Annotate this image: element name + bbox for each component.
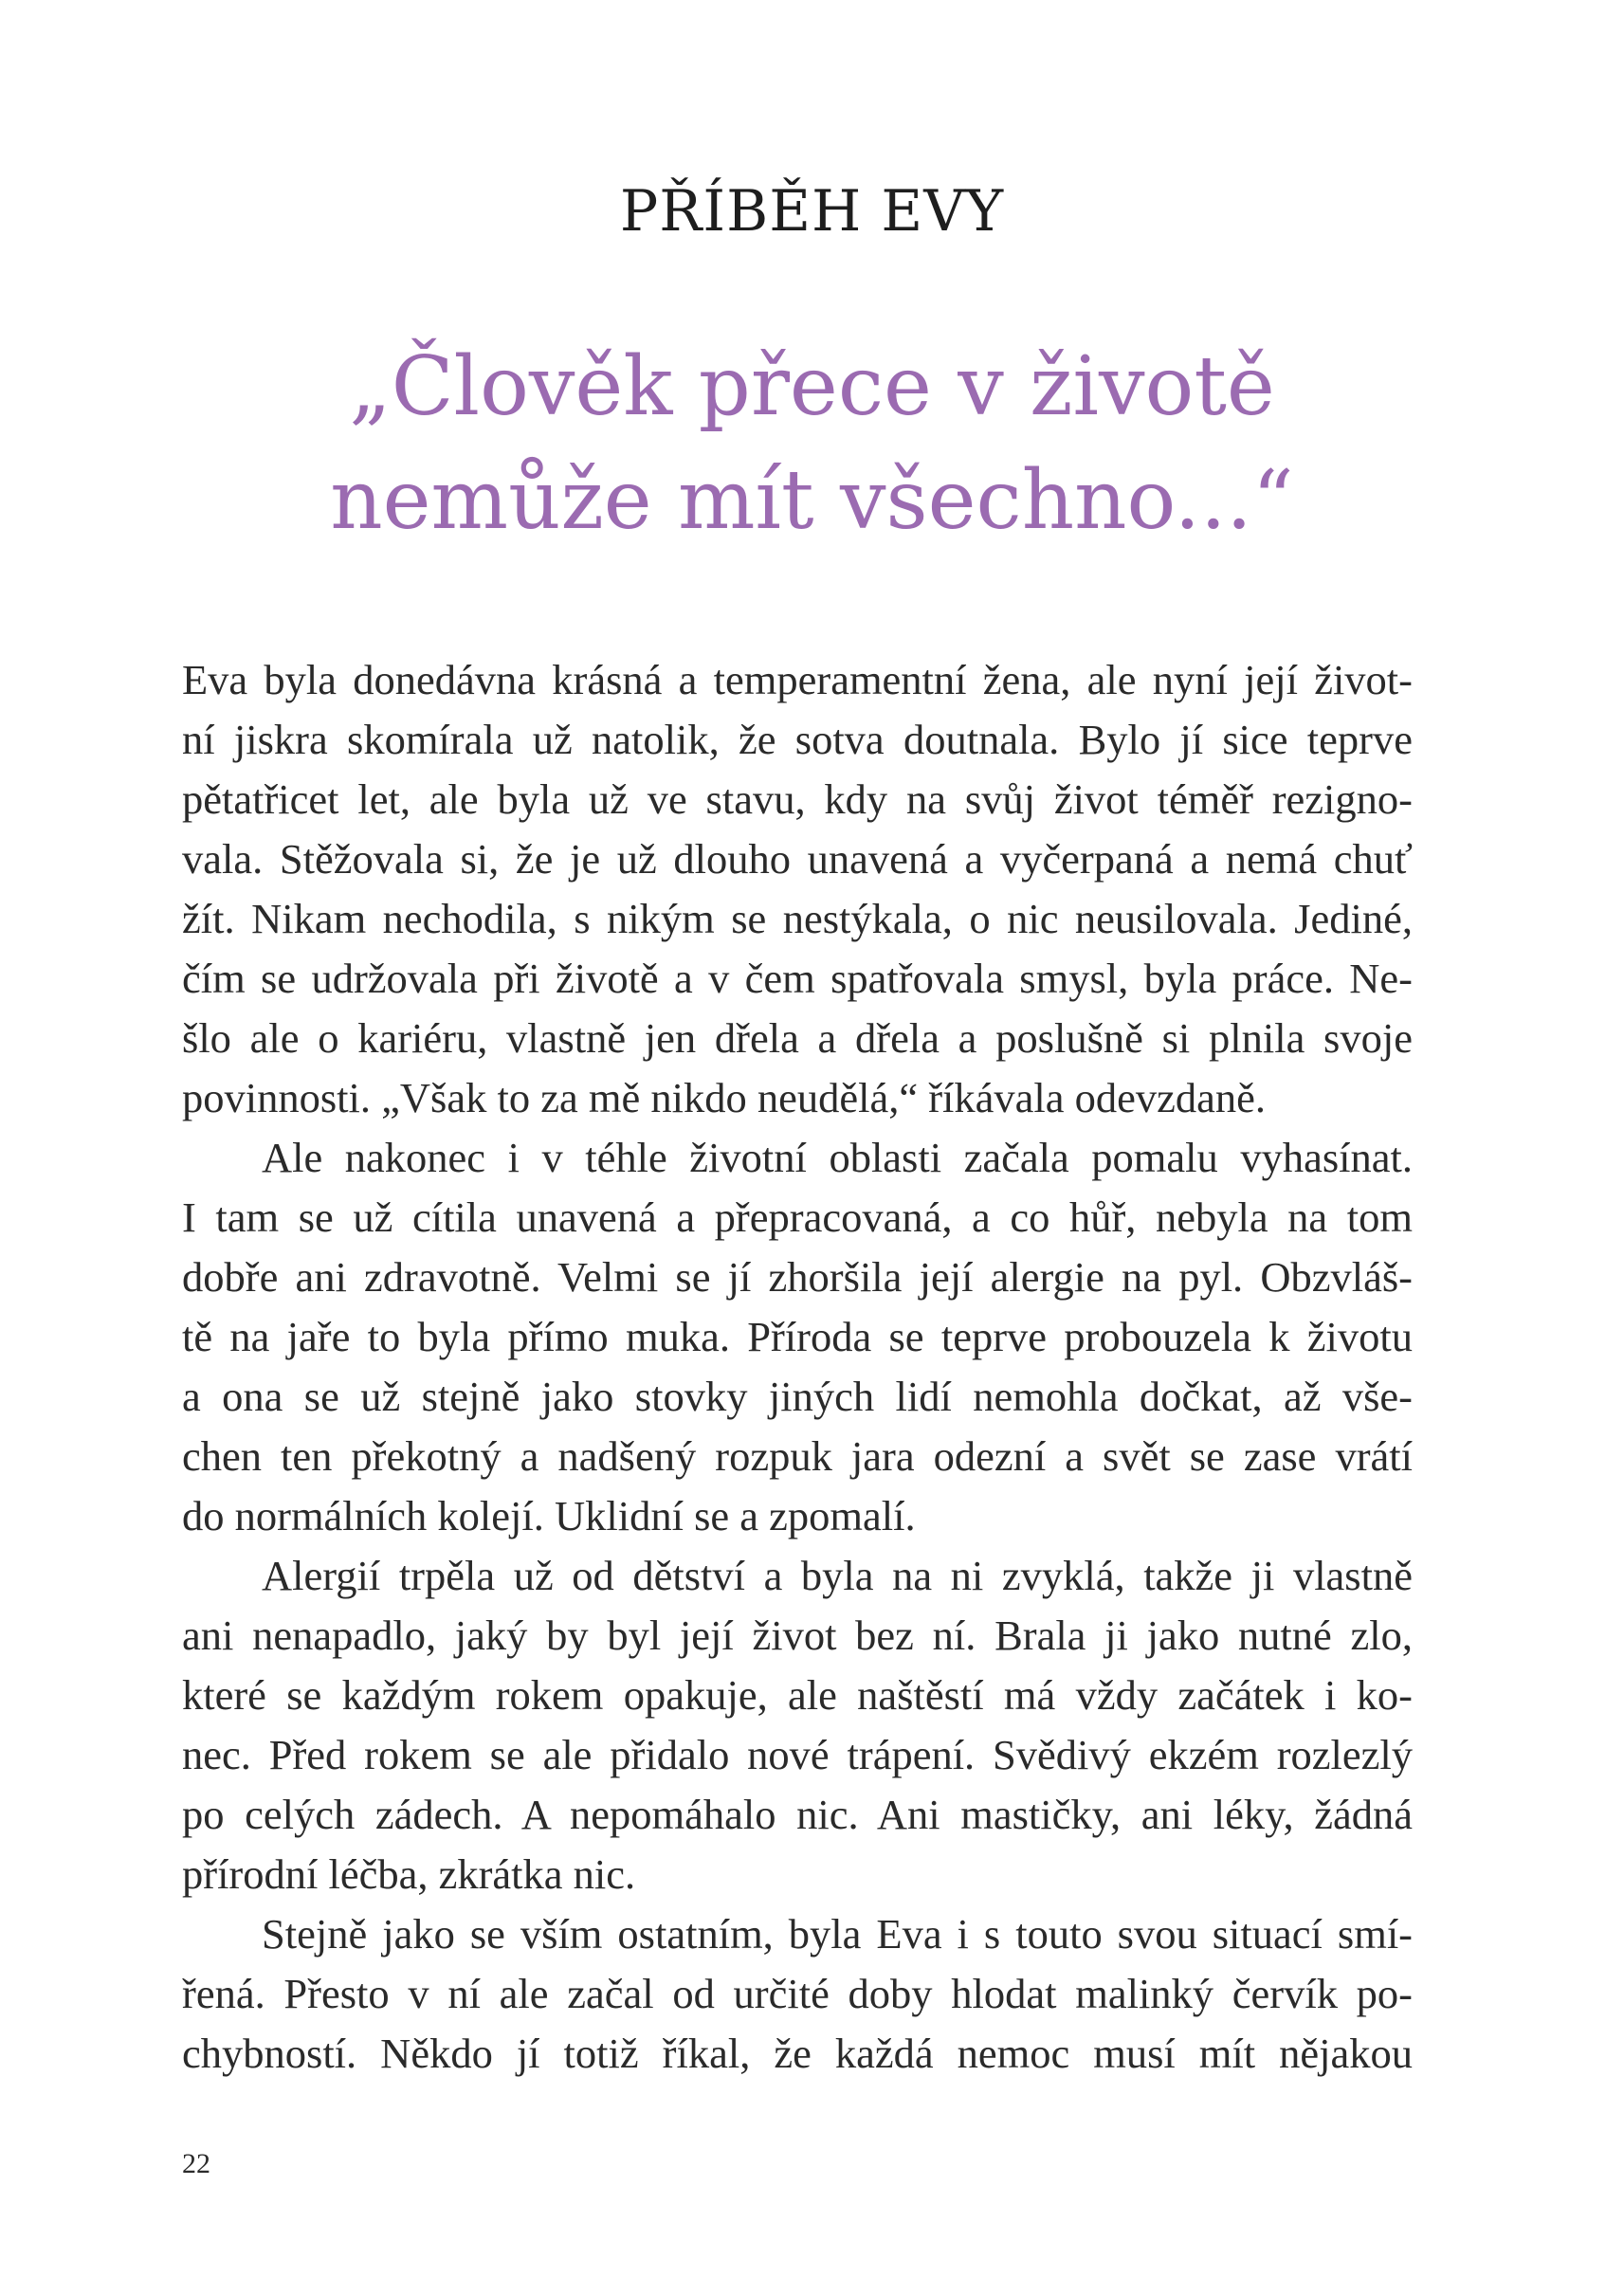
- paragraph-4: [182, 1904, 1413, 2084]
- text-line: Eva byla donedávna krásná a temperamentní žena, ale nyní její život-: [182, 656, 1413, 703]
- chapter-title: PŘÍBĚH EVY: [619, 178, 1005, 245]
- text-line: dobře ani zdravotně. Velmi se jí zhoršila její alergie na pyl. Obzvláš-: [182, 1253, 1413, 1301]
- paragraph-2: [182, 1128, 1413, 1546]
- quote-title-line-2: nemůže mít všechno...“: [330, 453, 1294, 548]
- text-line: povinnosti. „Však to za mě nikdo neudělá,“ říkávala odevzdaně.: [182, 1074, 1267, 1121]
- paragraph-3: [182, 1546, 1413, 1904]
- text-line: nec. Před rokem se ale přidalo nové trápení. Svědivý ekzém rozlezlý: [182, 1731, 1413, 1778]
- text-line: šlo ale o kariéru, vlastně jen dřela a dřela a poslušně si plnila svoje: [182, 1014, 1413, 1062]
- page-number: 22: [182, 2148, 210, 2179]
- text-line: Alergií trpěla už od dětství a byla na ni zvyklá, takže ji vlastně: [262, 1552, 1413, 1599]
- text-line: Ale nakonec i v téhle životní oblasti začala pomalu vyhasínat.: [262, 1134, 1413, 1181]
- text-line: ani nenapadlo, jaký by byl její život bez ní. Brala ji jako nutné zlo,: [182, 1612, 1413, 1659]
- text-line: přírodní léčba, zkrátka nic.: [182, 1850, 636, 1898]
- text-line: ní jiskra skomírala už natolik, že sotva doutnala. Bylo jí sice teprve: [182, 716, 1413, 763]
- text-line: I tam se už cítila unavená a přepracovaná, a co hůř, nebyla na tom: [182, 1193, 1413, 1241]
- quote-title-line-1: „Člověk přece v životě: [349, 339, 1275, 434]
- body-text: [182, 650, 1413, 2084]
- paragraph-1: [182, 650, 1413, 1128]
- text-line: čím se udržovala při životě a v čem spatřovala smysl, byla práce. Ne-: [182, 955, 1413, 1002]
- text-line: po celých zádech. A nepomáhalo nic. Ani mastičky, ani léky, žádná: [182, 1791, 1413, 1838]
- text-line: Stejně jako se vším ostatním, byla Eva i s touto svou situací smí-: [262, 1910, 1413, 1958]
- text-line: které se každým rokem opakuje, ale naštěstí má vždy začátek i ko-: [182, 1671, 1413, 1719]
- text-line: chybností. Někdo jí totiž říkal, že každá nemoc musí mít nějakou: [182, 2030, 1413, 2077]
- text-line: žít. Nikam nechodila, s nikým se nestýkala, o nic neusilovala. Jediné,: [182, 895, 1413, 942]
- text-line: a ona se už stejně jako stovky jiných lidí nemohla dočkat, až vše-: [182, 1373, 1413, 1420]
- text-line: pětatřicet let, ale byla už ve stavu, kdy na svůj život téměř rezigno-: [182, 775, 1413, 823]
- text-line: chen ten překotný a nadšený rozpuk jara odezní a svět se zase vrátí: [182, 1432, 1413, 1480]
- text-line: do normálních kolejí. Uklidní se a zpomalí.: [182, 1492, 916, 1539]
- text-line: tě na jaře to byla přímo muka. Příroda se teprve probouzela k životu: [182, 1313, 1413, 1360]
- text-line: vala. Stěžovala si, že je už dlouho unavená a vyčerpaná a nemá chuť: [182, 835, 1413, 883]
- text-line: řená. Přesto v ní ale začal od určité doby hlodat malinký červík po-: [182, 1970, 1413, 2017]
- quote-title: [0, 330, 1624, 557]
